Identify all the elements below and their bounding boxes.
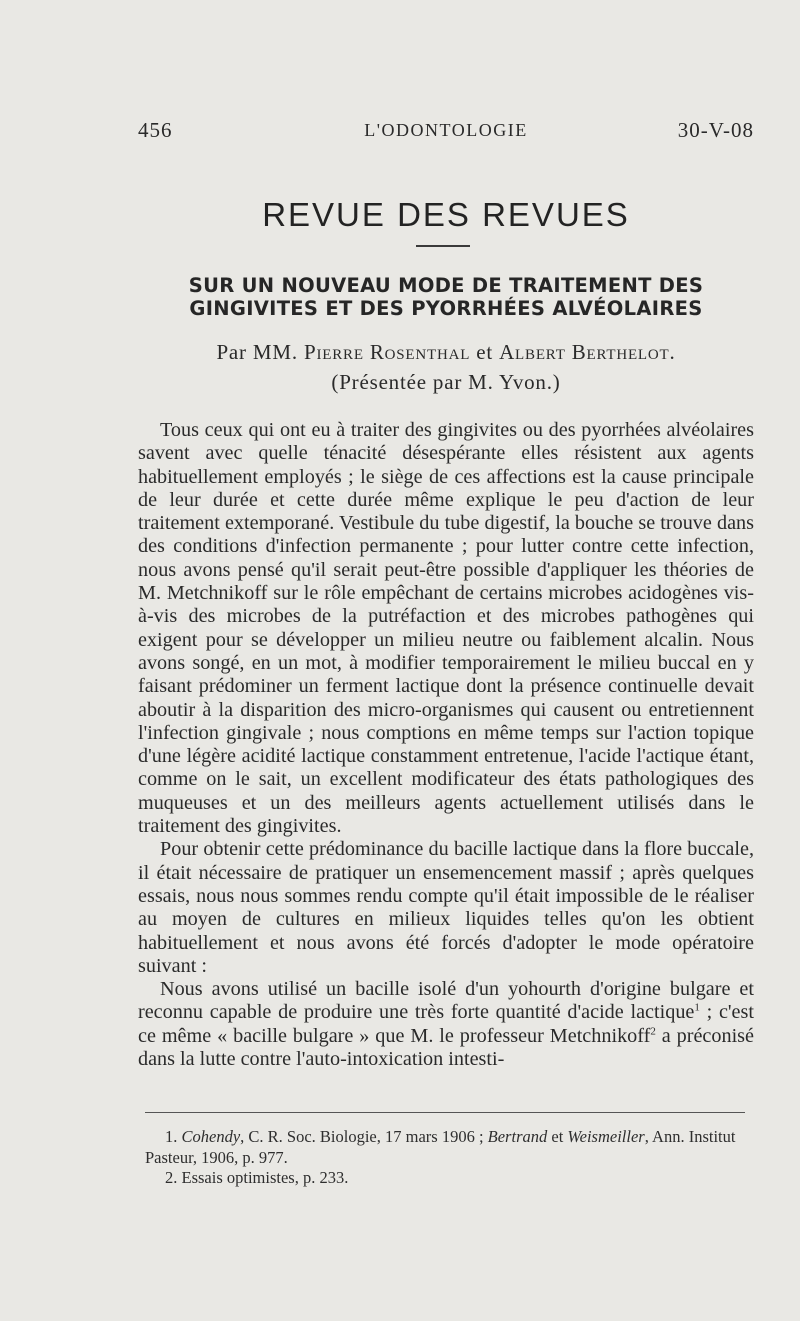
paragraph-3 [138, 978, 754, 1071]
paragraph-3-part-b: ; c'est ce même « bacille bulgare » que M. le professeur Metchnikoff [138, 1001, 754, 1047]
footnote-1-conjunction: et [547, 1127, 568, 1146]
footnote-1-text-1: , C. R. Soc. Biologie, 17 mars 1906 ; [240, 1127, 488, 1146]
paragraph-1: Tous ceux qui ont eu à traiter des gingivites ou des pyorrhées alvéolaires savent avec quelle ténacité désespérante elles résistent aux agents habituellement employés ; le siège de ces affections est la cause principale de leur durée et cette durée même explique le peu d'action de leur traitement extemporané. Vestibule du tube digestif, la bouche se trouve dans des conditions d'infection permanente ; pour lutter contre cette infection, nous avons pensé qu'il serait peut-être possible d'appliquer les théories de M. Metchnikoff sur le rôle empêchant de certains microbes acidogènes vis-à-vis des microbes de la putréfaction et des microbes pathogènes qui exigent pour se développer un milieu neutre ou faiblement alcalin. Nous avons songé, en un mot, à modifier temporairement le milieu buccal en y faisant prédominer un ferment lactique dont la présence continuelle devait aboutir à la disparition des micro-organismes qui causent ou entretiennent l'infection gingivale ; nous comptions en même temps sur l'action topique d'une légère acidité lactique constamment entretenue, l'acide l'actique étant, comme on le sait, un excellent modificateur des états pathologiques des muqueuses et un des meilleurs agents actuellement utilisés dans le traitement des gingivites. [138, 419, 754, 838]
author-2: Albert Berthelot. [499, 340, 676, 364]
paragraph-3-part-c: a préconisé dans la lutte contre l'auto-intoxication intesti- [138, 1024, 754, 1071]
footnote-ref-2: 2 [650, 1024, 656, 1037]
byline [138, 340, 754, 365]
article-title-line-1: SUR UN NOUVEAU MODE DE TRAITEMENT DES [188, 274, 704, 297]
footnote-2: 2. Essais optimistes, p. 233. [165, 1168, 349, 1187]
article-title-line-2: GINGIVITES ET DES PYORRHÉES ALVÉOLAIRES [189, 297, 703, 320]
footnotes [145, 1127, 757, 1189]
section-title: REVUE DES REVUES [262, 196, 630, 233]
footnote-divider [145, 1112, 745, 1113]
footnote-1-text-2: , Ann. Institut Pasteur, 1906, p. 977. [145, 1127, 736, 1167]
running-header [138, 118, 754, 148]
footnote-1-author-3: Weismeiller [567, 1127, 645, 1146]
paragraph-2: Pour obtenir cette prédominance du bacille lactique dans la flore buccale, il était nécessaire de pratiquer un ensemencement massif ; après quelques essais, nous nous sommes rendu compte qu'il était impossible de le réaliser au moyen de cultures en milieux liquides telles qu'on les obtient habituellement et nous avons été forcés d'adopter le mode opératoire suivant : [138, 838, 754, 977]
journal-title: L'ODONTOLOGIE [364, 120, 528, 140]
byline-conjunction: et [476, 340, 494, 364]
byline-prefix: Par MM. [216, 340, 298, 364]
footnote-1-author-1: Cohendy [181, 1127, 241, 1146]
presented-by: (Présentée par M. Yvon.) [331, 370, 561, 394]
author-1: Pierre Rosenthal [303, 340, 471, 364]
issue-date: 30-V-08 [677, 118, 754, 142]
footnote-1-author-2: Bertrand [487, 1127, 548, 1146]
article-body [138, 419, 754, 1071]
footnote-1 [145, 1127, 757, 1168]
paragraph-3-part-a: Nous avons utilisé un bacille isolé d'un yohourth d'origine bulgare et reconnu capable de produire une très forte quantité d'acide lactique [138, 978, 754, 1024]
footnote-ref-1: 1 [694, 1001, 700, 1014]
page-number: 456 [138, 118, 173, 142]
title-divider [416, 245, 470, 247]
article-title [138, 274, 754, 320]
footnote-1-number: 1. [165, 1127, 178, 1146]
